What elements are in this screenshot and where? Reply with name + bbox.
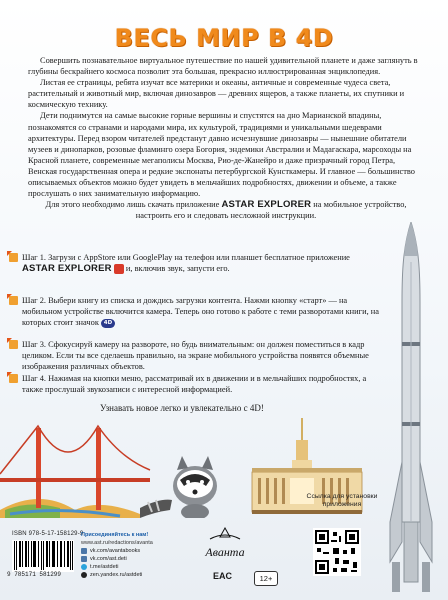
- step-1-text-end: и, включив звук, запусти его.: [125, 264, 230, 273]
- social-link-vk-ast[interactable]: [81, 555, 186, 563]
- barcode-number: 9 785171 581299: [7, 571, 62, 578]
- social-link-text: vk.com/ast.deti: [90, 556, 127, 562]
- rocket-illustration: [388, 222, 434, 600]
- vk-icon: [81, 548, 87, 554]
- step-1-text: Шаг 1. Загрузи с AppStore или GooglePlay на телефон или планшет бесплатное приложение: [22, 253, 350, 262]
- raccoon-illustration: [140, 456, 217, 518]
- step-3-text: Шаг 3. Сфокусируй камеру на развороте, но будь внимательным: он должен поместиться в кадр целиком. Если ты все сделаешь правильно, на экране мобильного устройства появятся объемные изображения различных объектов.: [22, 340, 369, 371]
- social-link-vk-avanta[interactable]: [81, 547, 186, 555]
- step-marker-icon: [9, 374, 18, 383]
- golden-gate-bridge-illustration: [0, 426, 150, 518]
- 4d-badge-icon: 4D: [101, 319, 115, 328]
- step-4: [22, 373, 380, 395]
- publisher-logo: [200, 527, 250, 559]
- social-heading: Присоединяйтесь к нам!: [81, 532, 149, 538]
- step-marker-icon: [9, 296, 18, 305]
- step-2-text: Шаг 2. Выбери книгу из списка и дождись загрузки контента. Нажми кнопку «старт» — на мобильном устройстве включится камера. Теперь оно готово к работе с теми разворотами книги, на которых стоит значок: [22, 296, 379, 327]
- step-1: [22, 252, 380, 274]
- social-link-text: vk.com/avantabooks: [90, 548, 141, 554]
- step-3: [22, 339, 380, 372]
- social-link-text: t.me/astdeti: [90, 564, 119, 570]
- social-link-text: zen.yandex.ru/astdeti: [90, 572, 143, 578]
- intro-paragraph-1: Совершить познавательное виртуальное путешествие по нашей удивительной планете и даже заглянуть в глубины бескрайнего космоса позволит эта большая, прекрасно иллюстрированная энциклопедия.: [28, 56, 418, 77]
- isbn-text: ISBN 978-5-17-158129-9: [12, 531, 84, 537]
- qr-code[interactable]: [313, 528, 361, 576]
- step-2: [22, 295, 380, 328]
- publisher-site-link[interactable]: www.ast.ru/redactions/avanta: [81, 540, 153, 546]
- publisher-name: Аванта: [205, 545, 245, 559]
- intro-paragraph-3: Дети поднимутся на самые высокие горные вершины и спустятся на дно Марианской впадины, познакомятся со странами и народами мира, их культурой, традициями и уникальными шедеврами архитектуры. Перед взором читателей предстанут давно исчезнувшие динозавры — нынешние обитатели музеев и динопарков, розовые фламинго озера Богория, эндемики Австралии и Мадагаскара, марсоходы на Красной планете, современные мегаполисы Москва, Рио-де-Жанейро и даже призрачный город Петра, Венская государственная опера и редкие экспонаты петербургской Кунсткамеры. И главное — большинство описываемых объектов можно будет увидеть в мельчайших подробностях, движении и объеме, а также прослушать о них занимательную информацию.: [28, 111, 415, 199]
- social-link-zen[interactable]: [81, 571, 186, 579]
- zen-icon: [81, 572, 87, 578]
- publisher-emblem-icon: [200, 527, 250, 541]
- age-rating-badge: 12+: [254, 571, 278, 586]
- step-marker-icon: [9, 253, 18, 262]
- intro-download-text: Для этого необходимо лишь скачать приложение: [45, 200, 220, 210]
- intro-instruction-text: на мобильное устройство, настроить его и следовать несложной инструкции.: [135, 200, 407, 221]
- step-marker-icon: [9, 340, 18, 349]
- qr-label: Ссылка для установки приложения: [306, 493, 378, 508]
- barcode: [12, 540, 74, 572]
- step-4-text: Шаг 4. Нажимая на кнопки меню, рассматривай их в движении и в мельчайших подробностях, а также прослушай звукозаписи с интересной информацией.: [22, 374, 367, 394]
- appstore-app-icon: [114, 264, 124, 274]
- social-link-telegram[interactable]: [81, 563, 186, 571]
- step-1-app-name: ASTAR EXPLORER: [22, 263, 112, 274]
- social-links: [81, 531, 186, 579]
- page-title: ВЕСЬ МИР В 4D: [114, 24, 334, 52]
- intro-paragraph-2: Листая ее страницы, ребята изучат все материки и океаны, античные и современные чудеса света, растительный и животный мир, включая динозавров — древних ящеров, а также планеты, их спутники и космическую технику.: [28, 78, 405, 110]
- intro-text: [28, 55, 424, 221]
- vk-icon: [81, 556, 87, 562]
- slogan: Узнавать новое легко и увлекательно с 4D!: [100, 403, 264, 413]
- telegram-icon: [81, 564, 87, 570]
- intro-paragraph-4: [28, 199, 424, 221]
- intro-app-name: ASTAR EXPLORER: [221, 199, 312, 211]
- eac-mark: EAC: [213, 571, 233, 581]
